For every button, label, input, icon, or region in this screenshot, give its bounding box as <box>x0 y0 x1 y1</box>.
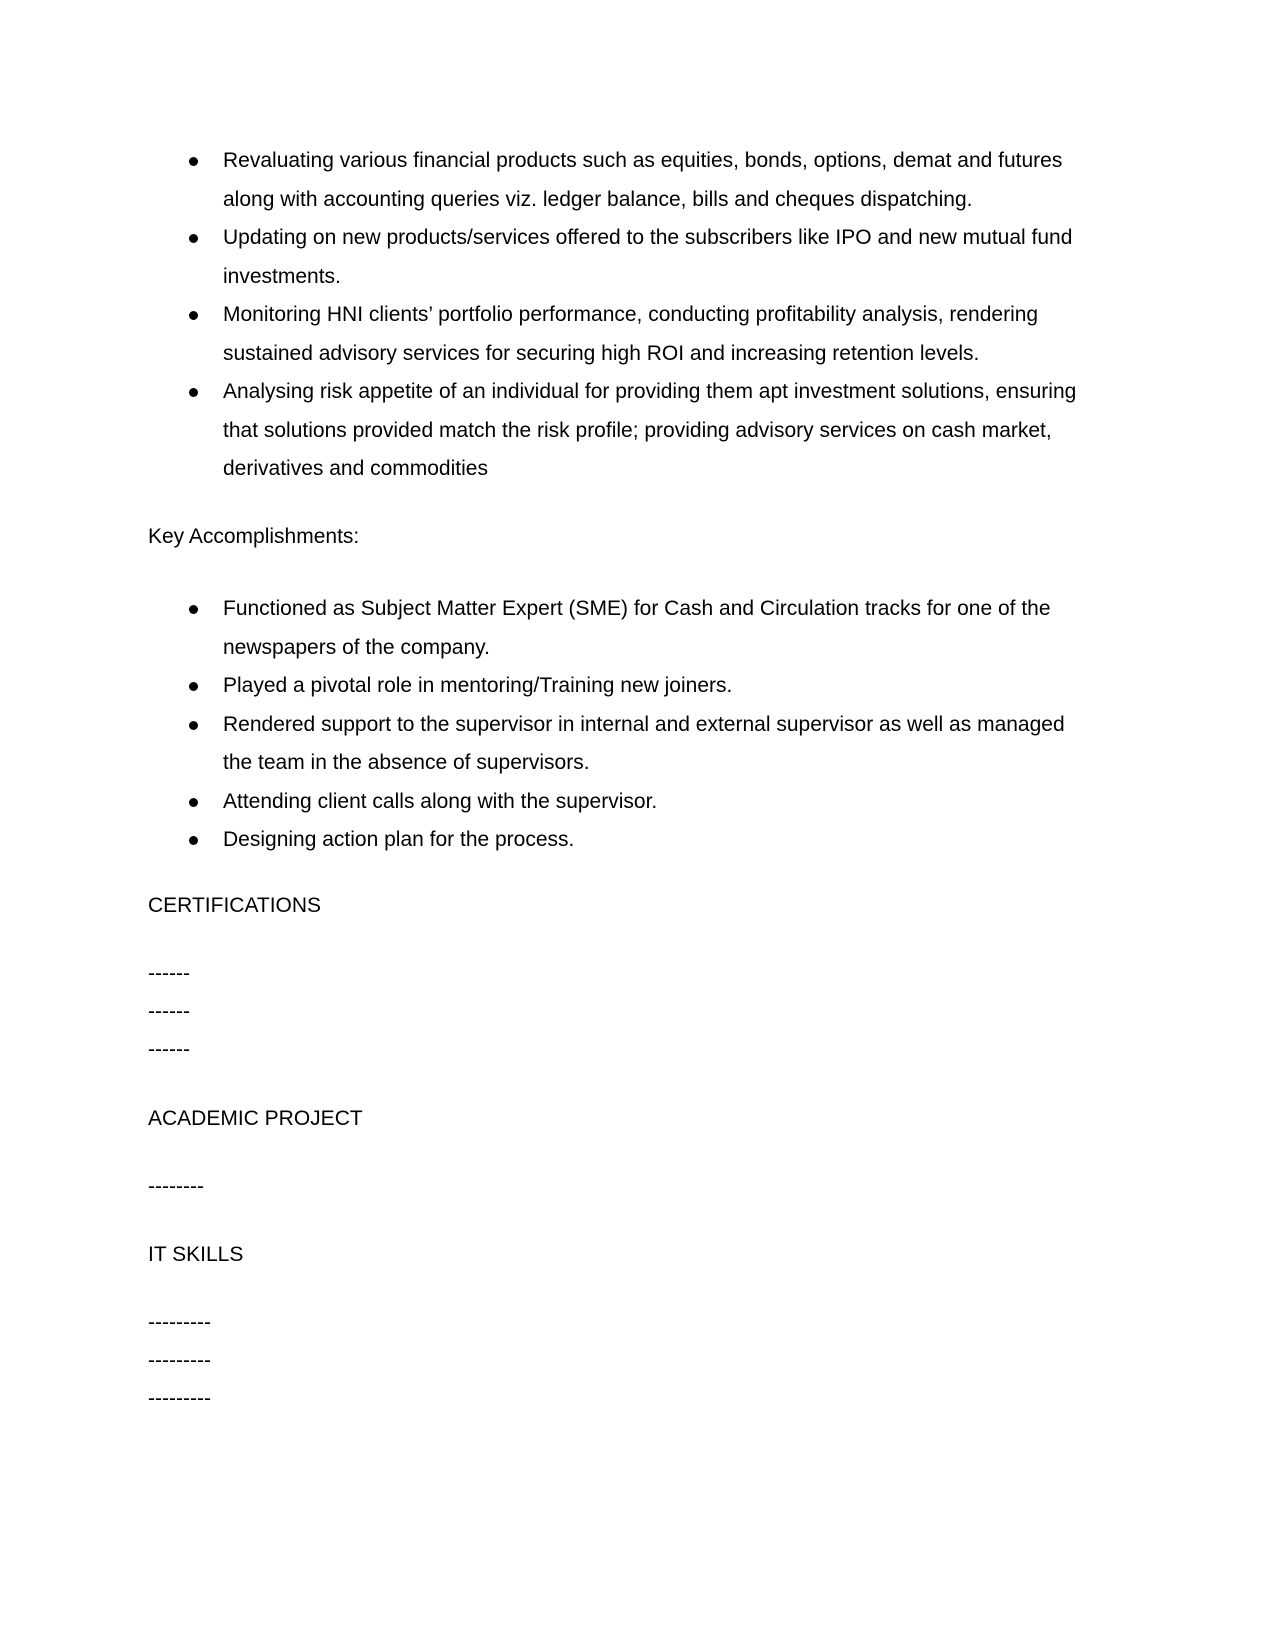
list-item-text: Revaluating various financial products such as equities, bonds, options, demat and futures along with accounting queries viz. ledger balance, bills and cheques dispatching. <box>223 149 1063 211</box>
bullet-icon <box>189 798 198 807</box>
list-item <box>0 706 1093 783</box>
it-skills-line: --------- <box>148 1387 211 1410</box>
list-item-text: Updating on new products/services offered to the subscribers like IPO and new mutual fund investments. <box>223 226 1073 288</box>
bullet-icon <box>189 836 198 845</box>
list-item <box>0 296 1093 373</box>
list-item <box>0 142 1093 219</box>
list-item <box>0 783 1093 822</box>
it-skills-line: --------- <box>148 1349 211 1372</box>
list-item <box>0 821 1093 860</box>
list-item <box>0 219 1093 296</box>
list-item-text: Analysing risk appetite of an individual for providing them apt investment solutions, ensuring that solutions provided match the risk profile; providing advisory services on cash market, derivatives and commodities <box>223 380 1077 480</box>
it-skills-heading: IT SKILLS <box>148 1243 244 1266</box>
bullet-icon <box>189 157 198 166</box>
certification-line: ------ <box>148 962 190 985</box>
list-item-text: Rendered support to the supervisor in internal and external supervisor as well as managed the team in the absence of supervisors. <box>223 712 1065 774</box>
bullet-icon <box>189 388 198 397</box>
list-item <box>0 373 1093 489</box>
bullet-icon <box>189 605 198 614</box>
certifications-heading: CERTIFICATIONS <box>148 894 322 917</box>
bullet-icon <box>189 682 198 691</box>
list-item-text: Designing action plan for the process. <box>223 828 575 851</box>
list-item-text: Attending client calls along with the supervisor. <box>223 789 658 813</box>
key-accomplishments-heading: Key Accomplishments: <box>148 525 360 548</box>
responsibilities-list <box>0 142 1093 489</box>
list-item-text: Functioned as Subject Matter Expert (SME) for Cash and Circulation tracks for one of the newspapers of the company. <box>223 597 1051 659</box>
academic-project-heading: ACADEMIC PROJECT <box>148 1107 363 1130</box>
bullet-icon <box>189 721 198 730</box>
it-skills-line: --------- <box>148 1311 211 1334</box>
academic-project-line: -------- <box>148 1175 204 1198</box>
accomplishments-list <box>0 590 1093 860</box>
bullet-icon <box>189 311 198 320</box>
list-item <box>0 590 1093 667</box>
list-item-text: Monitoring HNI clients’ portfolio performance, conducting profitability analysis, rendering sustained advisory services for securing high ROI and increasing retention levels. <box>223 303 1039 365</box>
bullet-icon <box>189 234 198 243</box>
list-item-text: Played a pivotal role in mentoring/Training new joiners. <box>223 674 733 697</box>
certification-line: ------ <box>148 1000 190 1023</box>
certification-line: ------ <box>148 1038 190 1061</box>
list-item <box>0 667 1093 706</box>
